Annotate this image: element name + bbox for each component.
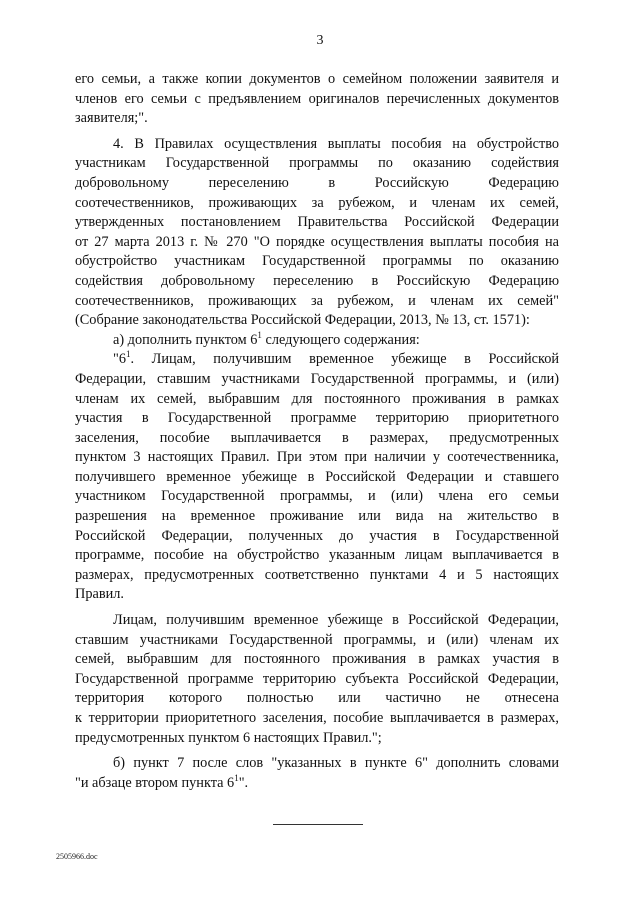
paragraph-3 xyxy=(75,331,559,351)
text-line xyxy=(75,774,559,794)
text-line: содействия добровольному переселению в Российскую Федерацию xyxy=(75,272,559,289)
text-run: следующего содержания: xyxy=(261,331,420,348)
text-run: а) дополнить пунктом 6 xyxy=(113,331,258,348)
page-number: 3 xyxy=(316,33,324,48)
text-line: 4. В Правилах осуществления выплаты пособия на обустройство xyxy=(113,135,559,152)
paragraph-1 xyxy=(75,70,559,129)
text-line: соотечественников, проживающих за рубежом, и членам их семей" xyxy=(75,292,559,309)
text-line: Российской Федерации, полученных до участия в Государственной xyxy=(75,527,559,544)
text-line: Лицам, получившим временное убежище в Российской Федерации, xyxy=(113,612,559,629)
paragraph-5 xyxy=(75,611,559,748)
text-run: "6 xyxy=(113,351,126,368)
text-run: "и абзаце втором пункта 6 xyxy=(75,774,235,791)
text-line: Государственной программе территорию субъекта Российской Федерации, xyxy=(75,670,559,687)
text-line: от 27 марта 2013 г. № 270 "О порядке осуществления выплаты пособия на xyxy=(75,233,559,250)
text-line: участия в Государственной программе территорию приоритетного xyxy=(75,410,559,427)
text-line: пунктом 3 настоящих Правил. При этом при наличии у соотечественника, xyxy=(75,449,559,466)
text-line: предусмотренных пунктом 6 настоящих Правил."; xyxy=(75,729,382,746)
text-line: семей, выбравшим для постоянного проживания в рамках участия в xyxy=(75,651,559,668)
text-line: (Собрание законодательства Российской Федерации, 2013, № 13, ст. 1571): xyxy=(75,312,530,329)
text-line: утвержденных постановлением Правительства Российской Федерации xyxy=(75,214,559,231)
document-body xyxy=(75,70,559,793)
text-line: Правил. xyxy=(75,586,124,603)
text-line xyxy=(75,350,559,370)
text-line: разрешения на временное проживание или вида на жительство в xyxy=(75,508,559,525)
end-divider-line xyxy=(273,824,363,825)
text-line: добровольному переселению в Российскую Федерацию xyxy=(75,174,559,191)
superscript: 1 xyxy=(257,329,262,340)
text-line: его семьи, а также копии документов о семейном положении заявителя и xyxy=(75,71,559,87)
paragraph-4 xyxy=(75,350,559,605)
text-line: получившего временное убежище в Российской Федерации и ставшего xyxy=(75,468,559,485)
text-line: ставшим участниками Государственной программы, и (или) членам их xyxy=(75,631,559,648)
text-line: членам их семей, выбравшим для постоянного проживания в рамках xyxy=(75,390,559,407)
paragraph-6 xyxy=(75,754,559,793)
text-line: программе, пособие на обустройство указанным лицам выплачивается в xyxy=(75,547,559,564)
text-line: территория которого полностью или частично не отнесена xyxy=(75,690,559,707)
text-line: соотечественников, проживающих за рубежом, и членам их семей, xyxy=(75,194,559,211)
text-run: ". xyxy=(238,774,249,791)
superscript: 1 xyxy=(126,349,131,360)
text-line: членов его семьи с предъявлением оригиналов перечисленных документов xyxy=(75,90,559,107)
text-line xyxy=(75,331,559,351)
text-line: обустройство участникам Государственной программы по оказанию xyxy=(75,253,559,270)
text-line: размерах, предусмотренных соответственно пунктами 4 и 5 настоящих xyxy=(75,566,559,583)
text-line: б) пункт 7 после слов "указанных в пункте 6" дополнить словами xyxy=(113,755,559,772)
text-line: заселения, пособие выплачивается в размерах, предусмотренных xyxy=(75,429,559,446)
text-run: . Лицам, получившим временное убежище в Российской xyxy=(130,351,559,368)
text-line: к территории приоритетного заселения, пособие выплачивается в размерах, xyxy=(75,710,559,726)
document-code: 2505966.doc xyxy=(56,852,98,861)
text-line: Федерации, ставшим участниками Государственной программы, и (или) xyxy=(75,370,559,387)
text-line: заявителя;". xyxy=(75,110,148,127)
text-line: участникам Государственной программы по оказанию содействия xyxy=(75,155,559,172)
superscript: 1 xyxy=(234,772,239,783)
paragraph-2 xyxy=(75,135,559,331)
text-line: участником Государственной программы, и (или) члена его семьи xyxy=(75,488,559,505)
